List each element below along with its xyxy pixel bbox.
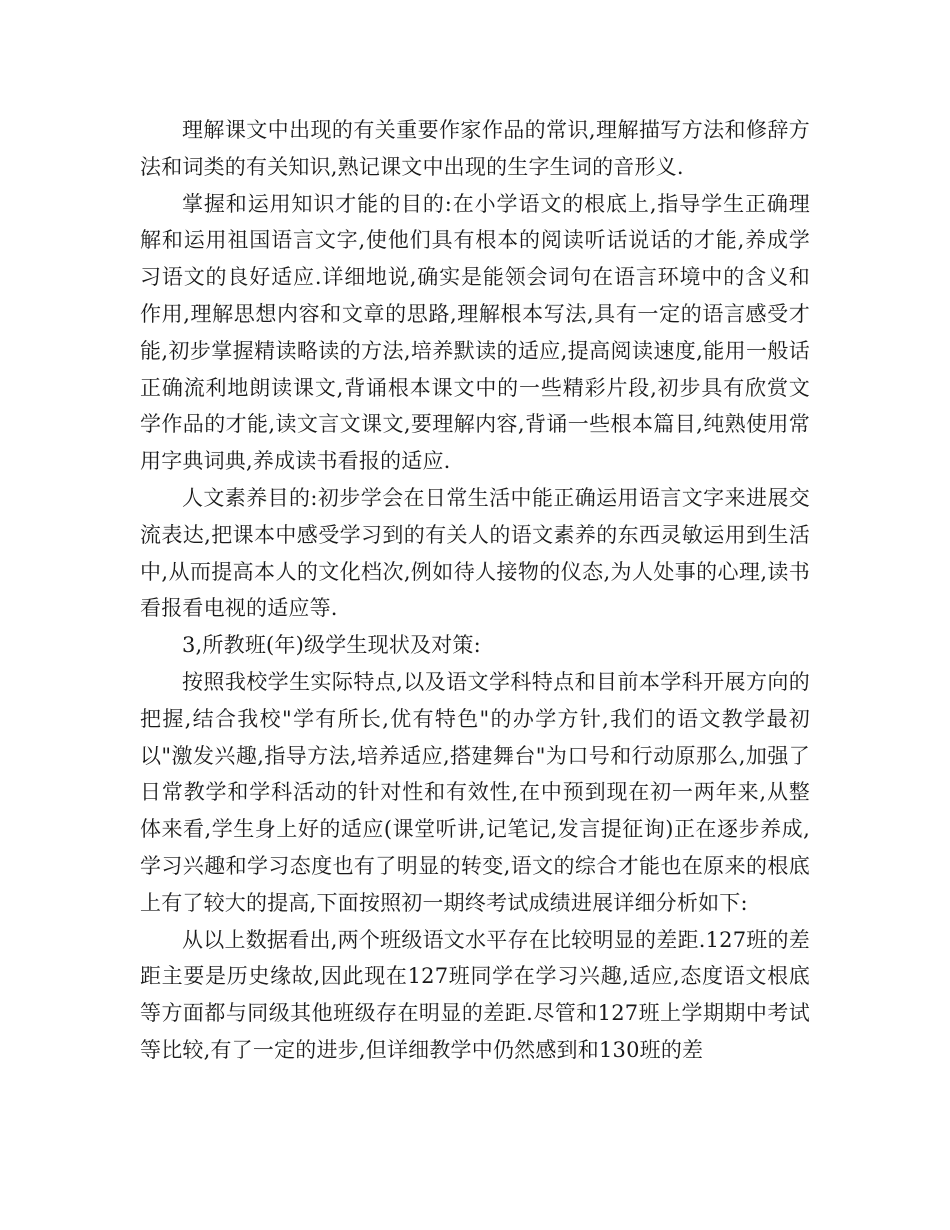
paragraph-knowledge: 理解课文中出现的有关重要作家作品的常识,理解描写方法和修辞方法和词类的有关知识,熟记课文中出现的生字生词的音形义. (140, 118, 810, 179)
paragraph-skills-goal: 掌握和运用知识才能的目的:在小学语文的根底上,指导学生正确理解和运用祖国语言文字,使他们具有根本的阅读听话说话的才能,养成学习语文的良好适应.详细地说,确实是能领会词句在语言环境中的含义和作用,理解思想内容和文章的思路,理解根本写法,具有一定的语言感受才能,初步掌握精读略读的方法,培养默读的适应,提高阅读速度,能用一般话正确流利地朗读课文,背诵根本课文中的一些精彩片段,初步具有欣赏文学作品的才能,读文言文课文,要理解内容,背诵一些根本篇目,纯熟使用常用字典词典,养成读书看报的适应. (140, 191, 810, 474)
paragraph-data-comparison: 从以上数据看出,两个班级语文水平存在比较明显的差距.127班的差距主要是历史缘故,因此现在127班同学在学习兴趣,适应,态度语文根底等方面都与同级其他班级存在明显的差距.尽管和127班上学期期中考试等比较,有了一定的进步,但详细教学中仍然感到和130班的差 (140, 927, 810, 1062)
paragraph-humanities-goal: 人文素养目的:初步学会在日常生活中能正确运用语言文字来进展交流表达,把课本中感受学习到的有关人的语文素养的东西灵敏运用到生活中,从而提高本人的文化档次,例如待人接物的仪态,为人处事的心理,读书看报看电视的适应等. (140, 485, 810, 621)
document-body (140, 112, 810, 1069)
paragraph-status-analysis: 按照我校学生实际特点,以及语文学科特点和目前本学科开展方向的把握,结合我校"学有所长,优有特色"的办学方针,我们的语文教学最初以"激发兴趣,指导方法,培养适应,搭建舞台"为口号和行动原那么,加强了日常教学和学科活动的针对性和有效性,在中预到现在初一两年来,从整体来看,学生身上好的适应(课堂听讲,记笔记,发言提征询)正在逐步养成,学习兴趣和学习态度也有了明显的转变,语文的综合才能也在原来的根底上有了较大的提高,下面按照初一期终考试成绩进展详细分析如下: (140, 669, 810, 915)
section-heading-student-status: 3,所教班(年)级学生现状及对策: (182, 633, 481, 658)
